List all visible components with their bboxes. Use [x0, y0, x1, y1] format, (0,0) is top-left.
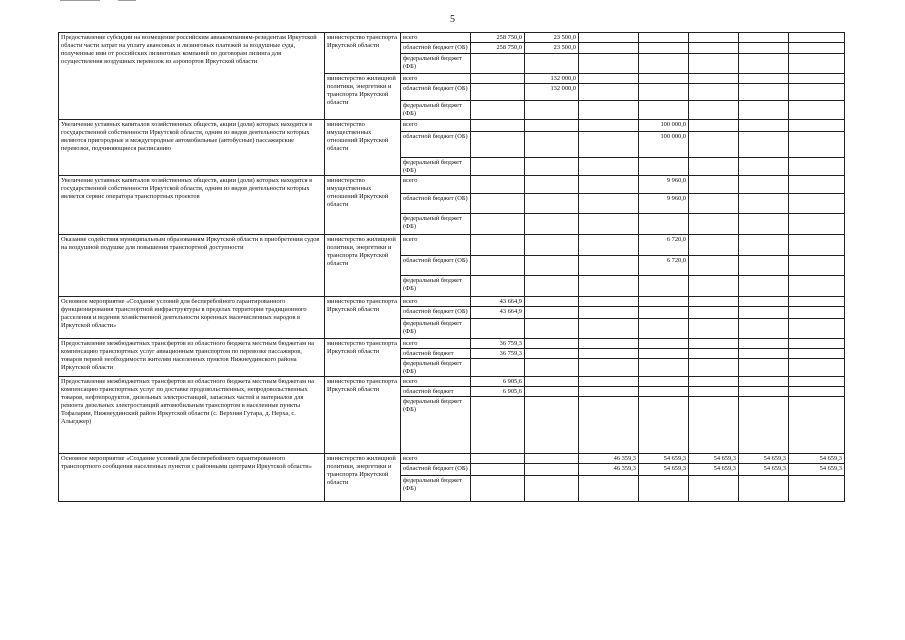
amount-cell — [579, 120, 639, 132]
amount-cell — [689, 235, 739, 256]
funding-source: областной бюджет (ОБ) — [401, 132, 471, 158]
funding-source: областной бюджет — [401, 387, 471, 397]
funding-source: всего — [401, 339, 471, 349]
amount-cell — [471, 397, 525, 454]
funding-table-body — [59, 33, 845, 502]
executor-name: министерство транспорта Иркутской области — [325, 297, 401, 339]
scan-artifact — [60, 0, 100, 1]
amount-cell: 54 659,3 — [639, 454, 689, 464]
amount-cell — [579, 214, 639, 235]
amount-cell — [525, 158, 579, 176]
amount-cell — [689, 214, 739, 235]
amount-cell — [639, 349, 689, 359]
amount-cell — [579, 158, 639, 176]
amount-cell — [471, 101, 525, 120]
amount-cell — [471, 464, 525, 476]
amount-cell — [789, 101, 845, 120]
amount-cell — [739, 84, 789, 101]
amount-cell — [689, 132, 739, 158]
amount-cell — [579, 235, 639, 256]
amount-cell — [525, 397, 579, 454]
amount-cell — [579, 101, 639, 120]
funding-table — [58, 32, 845, 502]
amount-cell: 6 905,6 — [471, 387, 525, 397]
amount-cell — [739, 214, 789, 235]
amount-cell — [525, 377, 579, 387]
amount-cell — [789, 359, 845, 377]
amount-cell — [689, 319, 739, 339]
amount-cell — [739, 120, 789, 132]
amount-cell — [689, 158, 739, 176]
amount-cell — [739, 307, 789, 319]
amount-cell: 36 759,3 — [471, 339, 525, 349]
amount-cell: 54 659,3 — [789, 464, 845, 476]
amount-cell — [689, 256, 739, 276]
amount-cell — [789, 377, 845, 387]
amount-cell — [471, 194, 525, 214]
amount-cell — [739, 132, 789, 158]
amount-cell — [739, 297, 789, 307]
amount-cell — [789, 476, 845, 502]
amount-cell — [579, 319, 639, 339]
amount-cell — [689, 297, 739, 307]
amount-cell: 54 659,3 — [689, 464, 739, 476]
activity-description: Предоставление межбюджетных трансфертов из областного бюджета местным бюджетам на компенсацию транспортных услуг авиационным транспортом по перевозке пассажиров, товаров первой необходимости жителям населенных пунктов Нижнеудинского района Иркутской области — [59, 339, 325, 377]
amount-cell: 54 659,3 — [789, 454, 845, 464]
amount-cell: 36 759,3 — [471, 349, 525, 359]
amount-cell — [579, 276, 639, 297]
amount-cell — [525, 319, 579, 339]
executor-name: министерство транспорта Иркутской области — [325, 33, 401, 74]
funding-source: федеральный бюджет (ФБ) — [401, 319, 471, 339]
amount-cell — [689, 120, 739, 132]
amount-cell — [579, 307, 639, 319]
amount-cell: 6 905,6 — [471, 377, 525, 387]
amount-cell — [639, 158, 689, 176]
amount-cell — [525, 359, 579, 377]
amount-cell — [689, 377, 739, 387]
amount-cell — [739, 33, 789, 43]
executor-name: министерство жилищной политики, энергетики и транспорта Иркутской области — [325, 74, 401, 120]
amount-cell — [789, 307, 845, 319]
amount-cell — [525, 307, 579, 319]
amount-cell — [579, 54, 639, 74]
amount-cell — [525, 387, 579, 397]
amount-cell: 132 000,0 — [525, 84, 579, 101]
amount-cell — [789, 194, 845, 214]
amount-cell — [689, 74, 739, 84]
amount-cell: 46 359,3 — [579, 464, 639, 476]
amount-cell — [579, 359, 639, 377]
funding-source: областной бюджет — [401, 349, 471, 359]
amount-cell: 132 000,0 — [525, 74, 579, 84]
amount-cell — [789, 235, 845, 256]
amount-cell — [739, 339, 789, 349]
amount-cell — [739, 387, 789, 397]
table-row — [59, 235, 845, 256]
amount-cell — [579, 74, 639, 84]
amount-cell: 9 960,0 — [639, 194, 689, 214]
activity-description: Предоставление межбюджетных трансфертов из областного бюджета местным бюджетам на компенсацию транспортных услуг по доставке продовольственных, непродовольственных товаров, нефтепродуктов, дизельных электростанций, запасных частей и материалов для ремонта дизельных электростанций автомобильным транспортом в населенные пункты Тофаларии, Нижнеудинский район Иркутской области (с. Верхняя Гутара, д. Нерха, с. Алыгджер) — [59, 377, 325, 454]
amount-cell — [579, 33, 639, 43]
amount-cell: 6 720,0 — [639, 256, 689, 276]
amount-cell — [789, 158, 845, 176]
executor-name: министерство транспорта Иркутской области — [325, 339, 401, 377]
amount-cell — [789, 387, 845, 397]
amount-cell — [689, 101, 739, 120]
amount-cell — [739, 319, 789, 339]
amount-cell — [525, 214, 579, 235]
table-row — [59, 454, 845, 464]
amount-cell — [739, 276, 789, 297]
amount-cell: 23 500,0 — [525, 33, 579, 43]
amount-cell — [525, 297, 579, 307]
amount-cell — [579, 43, 639, 54]
amount-cell — [639, 319, 689, 339]
amount-cell — [639, 74, 689, 84]
amount-cell — [689, 194, 739, 214]
amount-cell — [689, 307, 739, 319]
amount-cell — [739, 194, 789, 214]
amount-cell — [579, 387, 639, 397]
amount-cell — [471, 176, 525, 194]
amount-cell — [689, 276, 739, 297]
funding-source: областной бюджет (ОБ) — [401, 84, 471, 101]
amount-cell — [689, 476, 739, 502]
amount-cell — [689, 387, 739, 397]
amount-cell: 54 659,3 — [739, 464, 789, 476]
amount-cell — [579, 176, 639, 194]
amount-cell — [739, 176, 789, 194]
funding-source: федеральный бюджет (ФБ) — [401, 54, 471, 74]
amount-cell: 43 664,9 — [471, 307, 525, 319]
amount-cell — [579, 297, 639, 307]
amount-cell — [739, 377, 789, 387]
table-row — [59, 33, 845, 43]
amount-cell: 23 500,0 — [525, 43, 579, 54]
amount-cell — [471, 319, 525, 339]
funding-source: областной бюджет (ОБ) — [401, 43, 471, 54]
amount-cell — [579, 84, 639, 101]
amount-cell — [579, 194, 639, 214]
amount-cell — [789, 397, 845, 454]
executor-name: министерство жилищной политики, энергетики и транспорта Иркутской области — [325, 235, 401, 297]
amount-cell — [639, 43, 689, 54]
amount-cell — [739, 54, 789, 74]
amount-cell — [639, 214, 689, 235]
funding-source: федеральный бюджет (ФБ) — [401, 158, 471, 176]
amount-cell — [789, 74, 845, 84]
amount-cell — [789, 256, 845, 276]
funding-source: всего — [401, 33, 471, 43]
amount-cell: 6 720,0 — [639, 235, 689, 256]
funding-source: областной бюджет (ОБ) — [401, 464, 471, 476]
funding-source: федеральный бюджет (ФБ) — [401, 397, 471, 454]
funding-source: всего — [401, 235, 471, 256]
amount-cell — [789, 339, 845, 349]
amount-cell: 258 750,0 — [471, 43, 525, 54]
amount-cell — [689, 339, 739, 349]
activity-description: Основное мероприятие «Создание условий для бесперебойного гарантированного функционирования транспортной инфраструктуры в пределах территории традиционного расселения и ведения хозяйственной деятельности коренных малочисленных народов в Иркутской области» — [59, 297, 325, 339]
amount-cell — [579, 339, 639, 349]
amount-cell — [739, 256, 789, 276]
amount-cell — [579, 397, 639, 454]
amount-cell — [639, 33, 689, 43]
executor-name: министерство имущественных отношений Иркутской области — [325, 176, 401, 235]
funding-source: федеральный бюджет (ФБ) — [401, 476, 471, 502]
table-row — [59, 377, 845, 387]
activity-description: Предоставление субсидии на возмещение российским авиакомпаниям-резидентам Иркутской области части затрат на уплату авансовых и лизинговых платежей за воздушные суда, полученные ими от российских лизинговых компаний по договорам лизинга для осуществления воздушных перевозок из аэропортов Иркутской области — [59, 33, 325, 120]
amount-cell — [689, 359, 739, 377]
amount-cell — [525, 54, 579, 74]
amount-cell — [639, 359, 689, 377]
activity-description: Увеличение уставных капиталов хозяйственных обществ, акции (доли) которых находятся в государственной собственности Иркутской области, одним из видов деятельности которых является сервис оператора транспортных проектов — [59, 176, 325, 235]
amount-cell — [525, 235, 579, 256]
amount-cell: 100 000,0 — [639, 132, 689, 158]
amount-cell — [739, 397, 789, 454]
amount-cell: 43 664,9 — [471, 297, 525, 307]
amount-cell — [789, 120, 845, 132]
amount-cell — [739, 359, 789, 377]
amount-cell — [639, 339, 689, 349]
amount-cell — [639, 54, 689, 74]
amount-cell — [689, 33, 739, 43]
amount-cell — [471, 454, 525, 464]
amount-cell — [525, 120, 579, 132]
amount-cell — [689, 54, 739, 74]
activity-description: Оказание содействия муниципальным образованиям Иркутской области в приобретении судов на воздушной подушке для повышения транспортной доступности — [59, 235, 325, 297]
amount-cell — [789, 297, 845, 307]
amount-cell — [789, 84, 845, 101]
amount-cell — [471, 214, 525, 235]
funding-source: областной бюджет (ОБ) — [401, 307, 471, 319]
amount-cell — [689, 43, 739, 54]
amount-cell — [689, 397, 739, 454]
amount-cell — [739, 101, 789, 120]
amount-cell — [579, 256, 639, 276]
amount-cell: 100 000,0 — [639, 120, 689, 132]
amount-cell — [789, 43, 845, 54]
amount-cell — [471, 359, 525, 377]
amount-cell — [471, 120, 525, 132]
amount-cell — [579, 377, 639, 387]
funding-source: областной бюджет (ОБ) — [401, 256, 471, 276]
amount-cell — [789, 176, 845, 194]
amount-cell — [525, 256, 579, 276]
amount-cell — [639, 84, 689, 101]
amount-cell — [639, 297, 689, 307]
funding-source: всего — [401, 454, 471, 464]
scan-artifact — [118, 0, 136, 1]
amount-cell — [739, 235, 789, 256]
funding-source: всего — [401, 120, 471, 132]
amount-cell — [471, 132, 525, 158]
amount-cell — [579, 349, 639, 359]
amount-cell — [525, 194, 579, 214]
amount-cell: 9 960,0 — [639, 176, 689, 194]
amount-cell — [739, 43, 789, 54]
amount-cell — [789, 319, 845, 339]
amount-cell — [789, 276, 845, 297]
amount-cell — [471, 74, 525, 84]
amount-cell — [525, 464, 579, 476]
amount-cell — [471, 84, 525, 101]
funding-source: областной бюджет (ОБ) — [401, 194, 471, 214]
amount-cell: 54 659,3 — [739, 454, 789, 464]
funding-table-sheet — [58, 32, 844, 502]
amount-cell — [639, 276, 689, 297]
amount-cell — [525, 101, 579, 120]
amount-cell — [789, 132, 845, 158]
amount-cell — [789, 33, 845, 43]
amount-cell — [689, 84, 739, 101]
amount-cell — [639, 476, 689, 502]
funding-source: федеральный бюджет (ФБ) — [401, 276, 471, 297]
funding-source: всего — [401, 377, 471, 387]
amount-cell — [689, 176, 739, 194]
executor-name: министерство имущественных отношений Иркутской области — [325, 120, 401, 176]
table-row — [59, 120, 845, 132]
table-row — [59, 176, 845, 194]
amount-cell — [739, 74, 789, 84]
page-number: 5 — [450, 14, 455, 25]
amount-cell — [789, 54, 845, 74]
funding-source: всего — [401, 176, 471, 194]
amount-cell — [471, 235, 525, 256]
amount-cell — [525, 349, 579, 359]
amount-cell — [579, 132, 639, 158]
amount-cell: 46 359,3 — [579, 454, 639, 464]
amount-cell — [579, 476, 639, 502]
funding-source: всего — [401, 297, 471, 307]
amount-cell — [789, 214, 845, 235]
funding-source: федеральный бюджет (ФБ) — [401, 214, 471, 235]
amount-cell — [471, 276, 525, 297]
amount-cell — [471, 54, 525, 74]
amount-cell — [471, 476, 525, 502]
amount-cell — [639, 101, 689, 120]
amount-cell — [689, 349, 739, 359]
amount-cell — [471, 256, 525, 276]
amount-cell — [525, 339, 579, 349]
amount-cell: 54 659,3 — [639, 464, 689, 476]
funding-source: всего — [401, 74, 471, 84]
amount-cell: 54 659,3 — [689, 454, 739, 464]
amount-cell — [739, 349, 789, 359]
amount-cell — [525, 132, 579, 158]
amount-cell: 258 750,0 — [471, 33, 525, 43]
amount-cell — [525, 476, 579, 502]
executor-name: министерство транспорта Иркутской области — [325, 377, 401, 454]
activity-description: Основное мероприятие «Создание условий для бесперебойного гарантированного транспортного сообщения населенных пунктов с районными центрами Иркутской области» — [59, 454, 325, 502]
amount-cell — [525, 176, 579, 194]
table-row — [59, 297, 845, 307]
funding-source: федеральный бюджет (ФБ) — [401, 359, 471, 377]
executor-name: министерство жилищной политики, энергетики и транспорта Иркутской области — [325, 454, 401, 502]
amount-cell — [639, 377, 689, 387]
amount-cell — [525, 276, 579, 297]
amount-cell — [739, 476, 789, 502]
activity-description: Увеличение уставных капиталов хозяйственных обществ, акции (доли) которых находятся в государственной собственности Иркутской области, одним из видов деятельности которых являются пригородные и междугородные автомобильные (автобусные) пассажирские перевозки, подчиняющиеся расписанию — [59, 120, 325, 176]
amount-cell — [789, 349, 845, 359]
funding-source: федеральный бюджет (ФБ) — [401, 101, 471, 120]
amount-cell — [639, 307, 689, 319]
amount-cell — [739, 158, 789, 176]
amount-cell — [639, 397, 689, 454]
amount-cell — [525, 454, 579, 464]
table-row — [59, 339, 845, 349]
amount-cell — [639, 387, 689, 397]
amount-cell — [471, 158, 525, 176]
